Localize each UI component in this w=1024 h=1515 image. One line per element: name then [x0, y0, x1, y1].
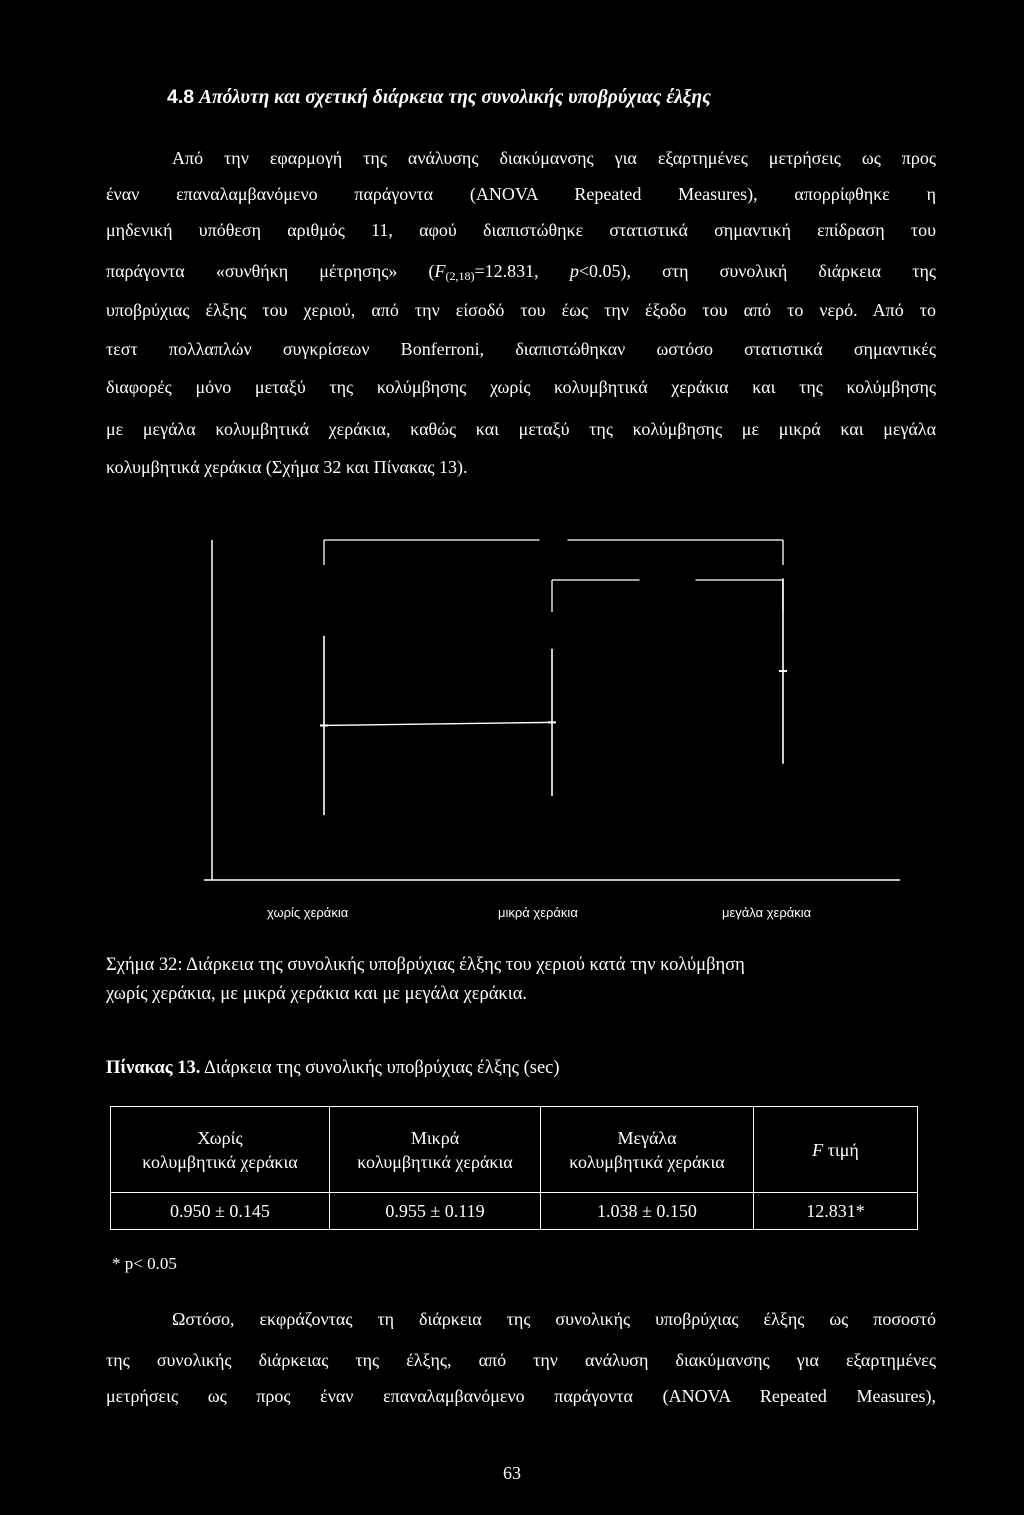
mean-connector-line — [324, 722, 552, 725]
table-title — [106, 1058, 560, 1079]
table-header-cell: Χωρίς κολυμβητικά χεράκια — [111, 1107, 330, 1193]
paragraph-line: τεστ πολλαπλών συγκρίσεων Bonferroni, διαπιστώθηκαν ωστόσο στατιστικά σημαντικές — [106, 339, 936, 359]
table-label: Πίνακας 13. — [106, 1058, 201, 1078]
table-cell: 1.038 ± 0.150 — [541, 1193, 754, 1230]
paragraph-line: Ωστόσο, εκφράζοντας τη διάρκεια της συνολικής υποβρύχιας έλξης ως ποσοστό — [172, 1309, 936, 1329]
paragraph-line-stats: παράγοντα «συνθήκη μέτρησης» ($F_{(2,18)}=12.831$, p<0.05), στη συνολική διάρκεια της — [106, 261, 937, 283]
table-cell: 0.950 ± 0.145 — [111, 1193, 330, 1230]
paragraph-line: Από την εφαρμογή της ανάλυσης διακύμανσης για εξαρτημένες μετρήσεις ως προς — [172, 148, 936, 168]
paragraph-line: με μεγάλα κολυμβητικά χεράκια, καθώς και μεταξύ της κολύμβησης με μικρά και μεγάλα — [106, 419, 936, 439]
paragraph-line: υποβρύχιας έλξης του χεριού, από την είσοδό του έως την έξοδο του από το νερό. Από το — [106, 300, 936, 320]
page-number: 63 — [503, 1463, 521, 1483]
table-cell: 12.831* — [754, 1193, 918, 1230]
section-title: Απόλυτη και σχετική διάρκεια της συνολικής υποβρύχιας έλξης — [198, 87, 711, 108]
table-header-cell: Μικρά κολυμβητικά χεράκια — [330, 1107, 541, 1193]
table-row — [111, 1193, 918, 1230]
results-table — [110, 1106, 918, 1230]
x-tick-label: μεγάλα χεράκια — [722, 905, 812, 920]
paragraph-line: μηδενική υπόθεση αριθμός 11, αφού διαπιστώθηκε στατιστικά σημαντική επίδραση του — [106, 220, 936, 240]
table-header-row — [111, 1107, 918, 1193]
table-header-cell: Μεγάλα κολυμβητικά χεράκια — [541, 1107, 754, 1193]
x-tick-label: μικρά χεράκια — [498, 905, 578, 920]
paragraph-line: διαφορές μόνο μεταξύ της κολύμβησης χωρίς κολυμβητικά χεράκια και της κολύμβησης — [106, 377, 936, 397]
paragraph-line: μετρήσεις ως προς έναν επαναλαμβανόμενο παράγοντα (ANOVA Repeated Measures), — [106, 1386, 936, 1406]
table-cell: 0.955 ± 0.119 — [330, 1193, 541, 1230]
figure-caption-line: χωρίς χεράκια, με μικρά χεράκια και με μεγάλα χεράκια. — [106, 984, 528, 1004]
table-title-text: Διάρκεια της συνολικής υποβρύχιας έλξης (sec) — [200, 1058, 560, 1078]
figure-caption — [106, 951, 926, 1009]
section-number: 4.8 — [167, 86, 195, 108]
paragraph-line: κολυμβητικά χεράκια (Σχήμα 32 και Πίνακας 13). — [106, 457, 468, 477]
figure-caption-line: Σχήμα 32: Διάρκεια της συνολικής υποβρύχιας έλξης του χεριού κατά την κολύμβηση — [106, 955, 745, 975]
table-header-cell: F τιμή — [754, 1107, 918, 1193]
x-tick-label: χωρίς χεράκια — [267, 905, 349, 920]
paragraph-line: της συνολικής διάρκειας της έλξης, από την ανάλυση διακύμανσης για εξαρτημένες — [106, 1350, 936, 1370]
paragraph-line: έναν επαναλαμβανόμενο παράγοντα (ANOVA Repeated Measures), απορρίφθηκε η — [106, 184, 936, 204]
table-footnote: * p< 0.05 — [112, 1254, 177, 1273]
